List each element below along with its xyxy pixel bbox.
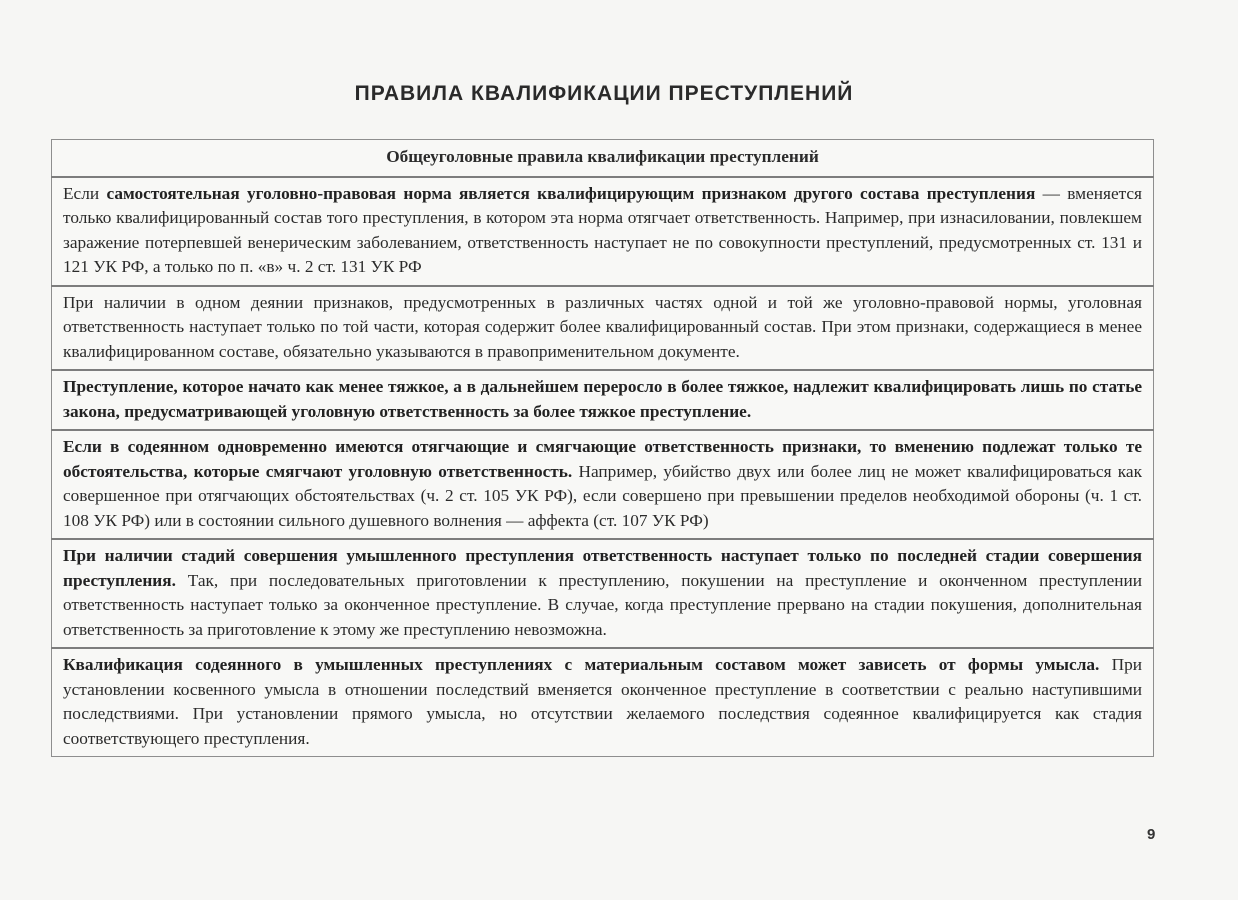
rule-1-pre: Если xyxy=(63,183,107,203)
table-row xyxy=(52,286,1154,371)
rule-cell-4 xyxy=(52,430,1154,539)
rule-6-text: При установлении косвенного умысла в отношении последствий вменяется оконченное преступление в соответствии с реально наступившими последствиями. При установлении прямого умысла, но отсутствии желаемого последствия содеянное квалифицируется как стадия соответствующего преступления. xyxy=(63,655,1142,748)
table-row xyxy=(52,648,1154,757)
page-number: 9 xyxy=(1147,826,1156,843)
rule-5-text: Так, при последовательных приготовлении к преступлению, покушении на преступление и оконченном преступлении ответственность наступает только за оконченное преступление. В случае, когда преступление прервано на стадии покушения, дополнительная ответственность за приготовление к этому же преступлению невозможна. xyxy=(63,570,1142,639)
rule-5-bold: При наличии стадий совершения умышленного преступления ответственность наступает только по последней стадии совершения преступления. xyxy=(63,546,1142,590)
table-header-row xyxy=(52,140,1154,177)
rule-4-bold: Если в содеянном одновременно имеются отягчающие и смягчающие ответственность признаки, то вменению подлежат только те обстоятельства, которые смягчают уголовную ответственность. xyxy=(63,437,1142,481)
rules-table xyxy=(51,139,1154,757)
rule-cell-1 xyxy=(52,177,1154,286)
rule-6-bold: Квалификация содеянного в умышленных преступлениях с материальным составом может зависеть от формы умысла. xyxy=(63,655,1100,674)
table-row xyxy=(52,539,1154,648)
table-row xyxy=(52,177,1154,286)
rule-1-text: — вменяется только квалифицированный состав того преступления, в котором эта норма отягчает ответственность. Например, при изнасиловании, повлекшем заражение потерпевшей венерическим заболеванием, ответственность наступает не по совокупности преступлений, предусмотренных ст. 131 и 121 УК РФ, а только по п. «в» ч. 2 ст. 131 УК РФ xyxy=(63,183,1142,276)
table-row xyxy=(52,370,1154,430)
rule-4-text: Например, убийство двух или более лиц не может квалифицироваться как совершенное при отягчающих обстоятельствах (ч. 2 ст. 105 УК РФ), если совершено при превышении пределов необходимой обороны (ч. 1 ст. 108 УК РФ) или в состоянии сильного душевного волнения — аффекта (ст. 107 УК РФ) xyxy=(63,461,1142,530)
rule-cell-2 xyxy=(52,286,1154,371)
rule-cell-3 xyxy=(52,370,1154,430)
rule-cell-6 xyxy=(52,648,1154,757)
table-row xyxy=(52,430,1154,539)
rule-3-bold: Преступление, которое начато как менее тяжкое, а в дальнейшем переросло в более тяжкое, надлежит квалифицировать лишь по статье закона, предусматривающей уголовную ответственность за более тяжкое преступление. xyxy=(63,377,1142,421)
table-header: Общеуголовные правила квалификации преступлений xyxy=(52,140,1154,177)
rule-cell-5 xyxy=(52,539,1154,648)
rule-1-bold: самостоятельная уголовно-правовая норма является квалифицирующим признаком другого состава преступления xyxy=(106,183,1036,203)
page-title: ПРАВИЛА КВАЛИФИКАЦИИ ПРЕСТУПЛЕНИЙ xyxy=(354,82,854,105)
rule-2-text: При наличии в одном деянии признаков, предусмотренных в различных частях одной и той же уголовно-правовой нормы, уголовная ответственность наступает только по той части, которая содержит более квалифицированный состав. При этом признаки, содержащиеся в менее квалифицированном составе, обязательно указываются в правоприменительном документе. xyxy=(63,292,1142,361)
